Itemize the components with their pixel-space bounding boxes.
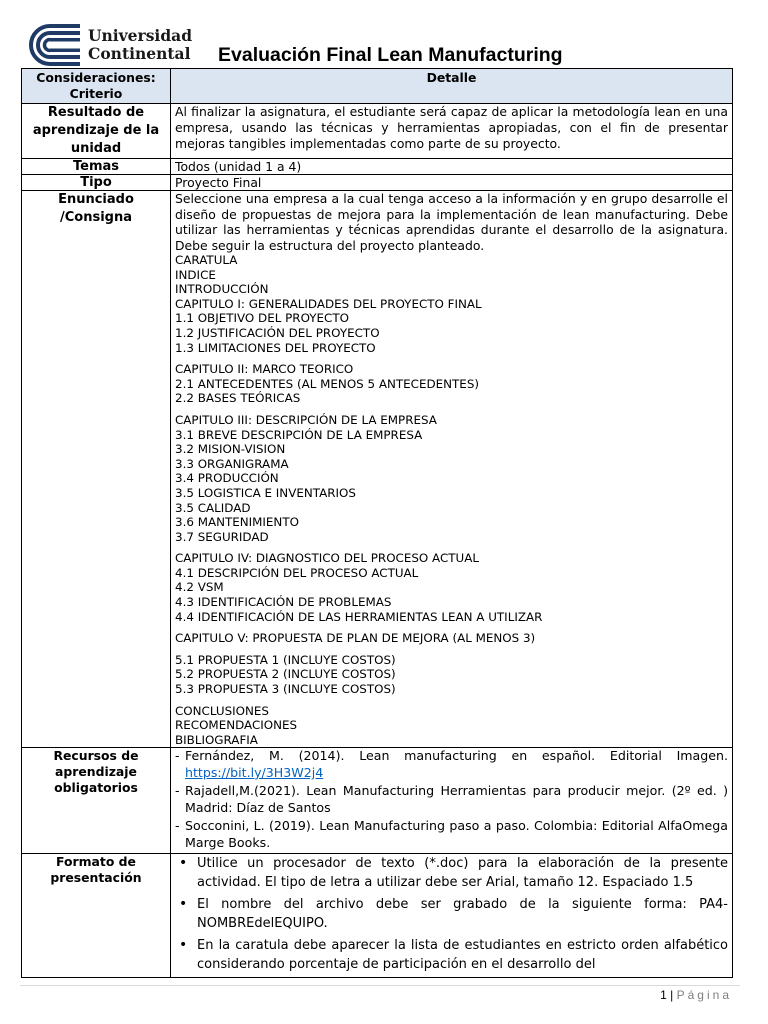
temas-text: Todos (unidad 1 a 4) <box>175 159 302 174</box>
formato-item: • Utilice un procesador de texto (*.doc) para la elaboración de la presente actividad. El tipo de letra a utilizar debe ser Arial, tamaño 12. Espaciado 1.5 <box>175 854 728 892</box>
tipo-text: Proyecto Final <box>175 175 262 190</box>
structure-line: BIBLIOGRAFIA <box>175 732 258 747</box>
structure-line: CAPITULO V: PROPUESTA DE PLAN DE MEJORA (AL MENOS 3) <box>175 631 536 646</box>
reference-item <box>175 748 728 781</box>
structure-line: 1.2 JUSTIFICACIÓN DEL PROYECTO <box>175 325 380 340</box>
resultado-label: Resultado de aprendizaje de la unidad <box>22 104 171 159</box>
structure-line: CAPITULO IV: DIAGNOSTICO DEL PROCESO ACTUAL <box>175 551 480 566</box>
footer-separator: | <box>670 988 674 1002</box>
structure-line: 1.1 OBJETIVO DEL PROYECTO <box>175 311 349 326</box>
structure-block-7 <box>175 704 728 748</box>
universidad-continental-logo <box>20 22 82 68</box>
structure-line: 4.2 VSM <box>175 580 224 595</box>
reference-1-link[interactable]: https://bit.ly/3H3W2j4 <box>185 764 324 780</box>
formato-list <box>175 854 728 974</box>
structure-line: 5.1 PROPUESTA 1 (INCLUYE COSTOS) <box>175 652 396 667</box>
structure-line: 3.2 MISION-VISION <box>175 442 286 457</box>
formato-item: • En la caratula debe aparecer la lista de estudiantes en estricto orden alfabético considerando porcentaje de participación en el desarrollo del <box>175 936 728 974</box>
structure-block-2 <box>175 362 728 406</box>
structure-line: 4.3 IDENTIFICACIÓN DE PROBLEMAS <box>175 595 392 610</box>
formato-row <box>22 854 733 978</box>
structure-line: 4.4 IDENTIFICACIÓN DE LAS HERRAMIENTAS LEAN A UTILIZAR <box>175 609 543 624</box>
structure-line: 3.5 CALIDAD <box>175 500 251 515</box>
structure-block-5 <box>175 631 728 646</box>
document-title: Evaluación Final Lean Manufacturing <box>218 44 563 66</box>
tipo-label: Tipo <box>22 175 171 191</box>
criterio-column-header: Consideraciones: Criterio <box>22 69 171 104</box>
structure-line: RECOMENDACIONES <box>175 718 298 733</box>
structure-line: 3.1 BREVE DESCRIPCIÓN DE LA EMPRESA <box>175 427 423 442</box>
structure-line: CAPITULO II: MARCO TEORICO <box>175 362 354 377</box>
enunciado-intro: Seleccione una empresa a la cual tenga acceso a la información y en grupo desarrolle el diseño de propuestas de mejora para la implementación de lean manufacturing. Debe utilizar las herramientas y técnicas aprendidas durante el desarrollo de la asignatura. Debe seguir la estructura del proyecto planteado. <box>175 191 728 253</box>
references-list <box>175 748 728 851</box>
structure-line: CONCLUSIONES <box>175 703 269 718</box>
footer-divider <box>20 985 740 986</box>
university-line-1: Universidad <box>88 26 193 45</box>
structure-line: INDICE <box>175 267 216 282</box>
structure-line: 2.2 BASES TEÓRICAS <box>175 391 301 406</box>
structure-line: 5.2 PROPUESTA 2 (INCLUYE COSTOS) <box>175 667 396 682</box>
structure-line: CAPITULO III: DESCRIPCIÓN DE LA EMPRESA <box>175 412 437 427</box>
structure-line: INTRODUCCIÓN <box>175 282 269 297</box>
structure-line: 3.7 SEGURIDAD <box>175 529 269 544</box>
structure-line: 4.1 DESCRIPCIÓN DEL PROCESO ACTUAL <box>175 565 419 580</box>
enunciado-row <box>22 191 733 748</box>
structure-line: 3.6 MANTENIMIENTO <box>175 515 299 530</box>
structure-line: 2.1 ANTECEDENTES (AL MENOS 5 ANTECEDENTES) <box>175 376 480 391</box>
table-header-row <box>22 69 733 104</box>
recursos-label: Recursos de aprendizaje obligatorios <box>22 748 171 854</box>
structure-block-4 <box>175 551 728 624</box>
university-line-2: Continental <box>88 44 191 63</box>
reference-item: - Socconini, L. (2019). Lean Manufacturing paso a paso. Colombia: Editorial AlfaOmega Marge Books. <box>175 818 728 851</box>
university-name <box>88 27 192 63</box>
page-number: 1 <box>660 988 667 1002</box>
evaluation-table <box>21 68 733 978</box>
page-label: Página <box>676 988 732 1002</box>
formato-label: Formato de presentación <box>22 854 171 978</box>
recursos-row <box>22 748 733 854</box>
structure-line: CARATULA <box>175 253 238 267</box>
structure-block-6 <box>175 653 728 697</box>
formato-item: • El nombre del archivo debe ser grabado de la siguiente forma: PA4-NOMBREdelEQUIPO. <box>175 895 728 933</box>
detalle-column-header: Detalle <box>171 69 733 104</box>
temas-row <box>22 159 733 175</box>
temas-label: Temas <box>22 159 171 175</box>
enunciado-label: Enunciado /Consigna <box>22 191 171 748</box>
structure-line: 3.4 PRODUCCIÓN <box>175 471 279 486</box>
structure-line: 5.3 PROPUESTA 3 (INCLUYE COSTOS) <box>175 682 396 697</box>
structure-line: CAPITULO I: GENERALIDADES DEL PROYECTO FINAL <box>175 296 482 311</box>
tipo-row <box>22 175 733 191</box>
structure-line: 3.5 LOGISTICA E INVENTARIOS <box>175 485 356 500</box>
enunciado-content <box>171 191 733 748</box>
page-footer <box>660 988 732 1002</box>
page-header <box>20 20 740 68</box>
structure-block-3 <box>175 413 728 544</box>
structure-block-1 <box>175 253 728 355</box>
reference-item: - Rajadell,M.(2021). Lean Manufacturing Herramientas para producir mejor. (2º ed. ) Madrid: Díaz de Santos <box>175 783 728 816</box>
structure-line: 3.3 ORGANIGRAMA <box>175 456 289 471</box>
resultado-text: Al finalizar la asignatura, el estudiante será capaz de aplicar la metodología lean en una empresa, usando las técnicas y herramientas apropiadas, con el fin de presentar mejoras tangibles implementadas como parte de su proyecto. <box>175 104 728 151</box>
resultado-row <box>22 104 733 159</box>
structure-line: 1.3 LIMITACIONES DEL PROYECTO <box>175 340 376 355</box>
reference-1-text: Fernández, M. (2014). Lean manufacturing en español. Editorial Imagen. <box>185 748 728 764</box>
